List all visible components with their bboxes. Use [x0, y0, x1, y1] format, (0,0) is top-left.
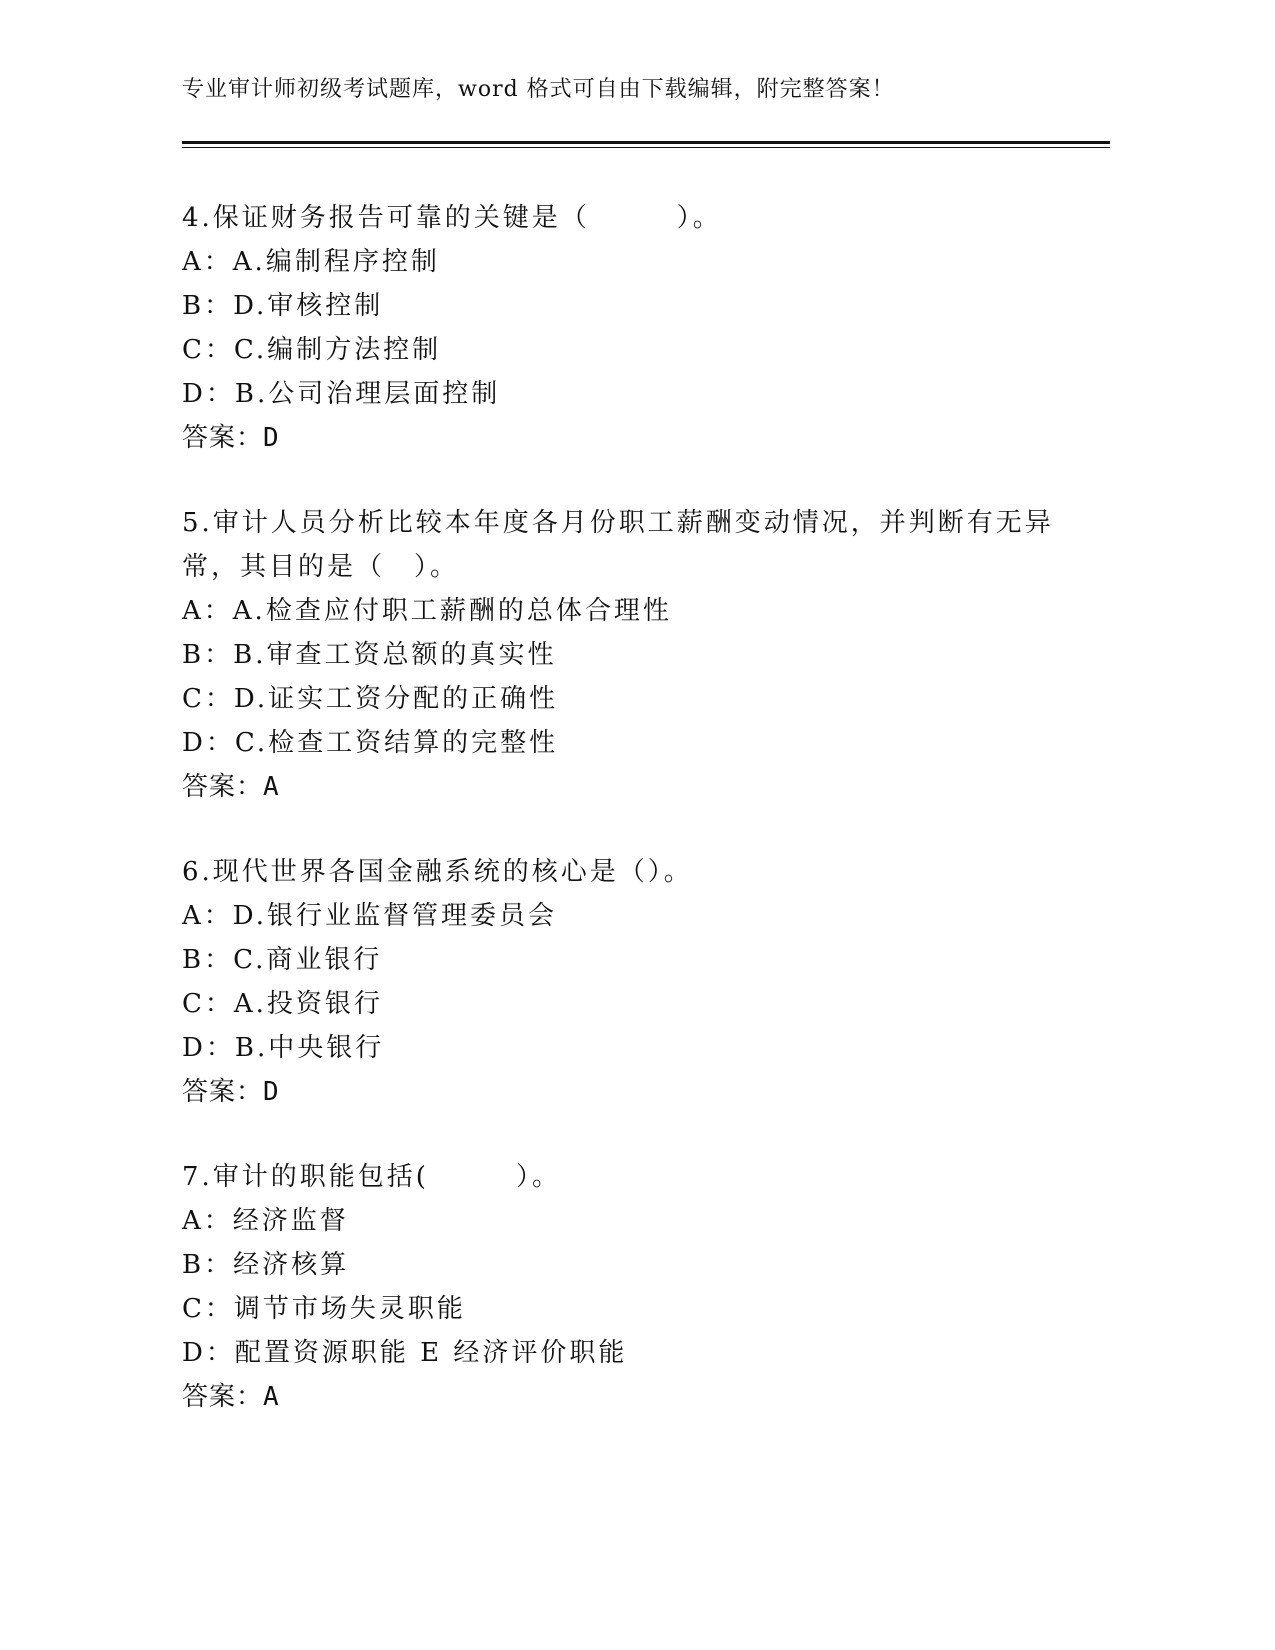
option-a: A：A.编制程序控制 [182, 247, 440, 277]
option-b: B：B.审查工资总额的真实性 [182, 640, 557, 670]
option-d: D：C.检查工资结算的完整性 [182, 728, 559, 758]
option-b: B：经济核算 [182, 1250, 350, 1280]
question-stem: 7.审计的职能包括( ）。 [182, 1162, 561, 1192]
question-stem: 6.现代世界各国金融系统的核心是（）。 [182, 857, 693, 887]
option-d: D：B.中央银行 [182, 1033, 385, 1063]
header-divider-thin [182, 147, 1110, 148]
option-d: D：配置资源职能 E 经济评价职能 [182, 1338, 628, 1368]
page-header: 专业审计师初级考试题库，word 格式可自由下载编辑，附完整答案！ [182, 77, 895, 102]
answer-value: A [263, 772, 280, 802]
question-7 [182, 1155, 1062, 1419]
question-5 [182, 501, 1062, 809]
option-a: A：经济监督 [182, 1206, 349, 1236]
option-b: B：C.商业银行 [182, 945, 383, 975]
answer-value: D [263, 423, 280, 453]
question-4 [182, 196, 1062, 460]
question-list [182, 196, 1062, 1460]
answer-line [182, 1070, 1062, 1114]
option-c: C：调节市场失灵职能 [182, 1294, 466, 1324]
header-divider [182, 141, 1110, 144]
answer-label: 答案： [182, 1077, 264, 1107]
answer-label: 答案： [182, 1382, 264, 1412]
option-a: A：A.检查应付职工薪酬的总体合理性 [182, 596, 672, 626]
answer-label: 答案： [182, 423, 264, 453]
option-c: C：D.证实工资分配的正确性 [182, 684, 559, 714]
option-c: C：C.编制方法控制 [182, 335, 442, 365]
question-stem: 4.保证财务报告可靠的关键是（ ）。 [182, 203, 722, 233]
option-b: B：D.审核控制 [182, 291, 384, 321]
answer-line [182, 765, 1062, 809]
answer-label: 答案： [182, 772, 264, 802]
answer-line [182, 416, 1062, 460]
option-c: C：A.投资银行 [182, 989, 383, 1019]
answer-value: D [263, 1077, 280, 1107]
answer-line [182, 1375, 1062, 1419]
question-stem: 5.审计人员分析比较本年度各月份职工薪酬变动情况，并判断有无异常，其目的是（ ）。 [182, 508, 1054, 582]
option-a: A：D.银行业监督管理委员会 [182, 901, 557, 931]
question-6 [182, 850, 1062, 1114]
answer-value: A [263, 1382, 280, 1412]
option-d: D：B.公司治理层面控制 [182, 379, 501, 409]
